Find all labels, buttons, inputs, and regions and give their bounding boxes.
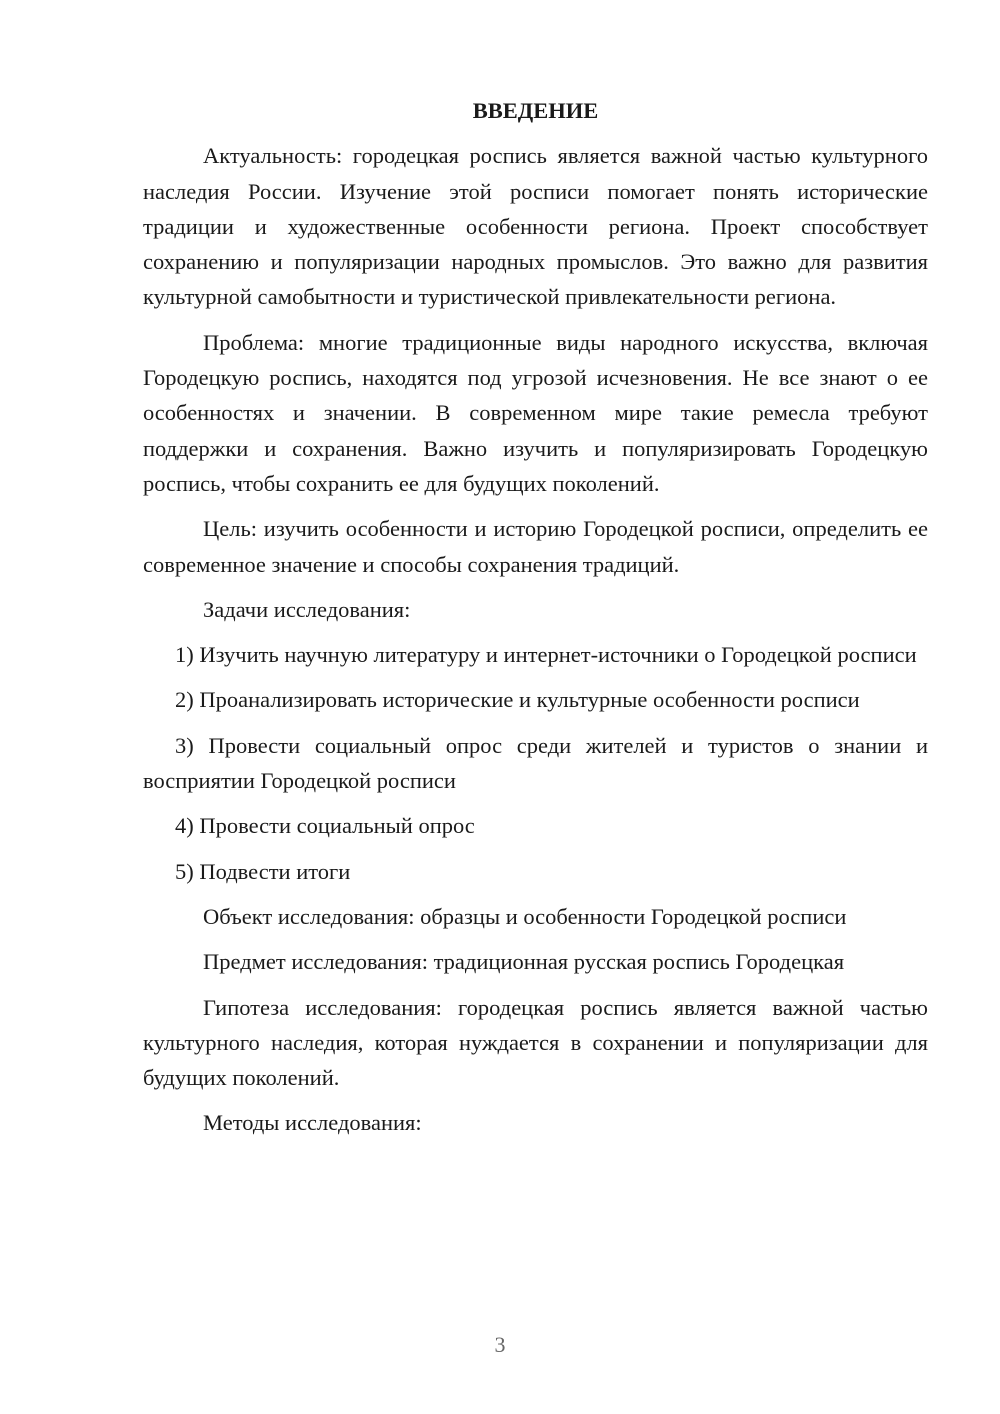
page-number: 3: [494, 1332, 506, 1357]
task-item: 2) Проанализировать исторические и культурные особенности росписи: [175, 687, 860, 713]
task-item: 1) Изучить научную литературу и интернет-источники о Городецкой росписи: [175, 642, 917, 668]
task-item: 4) Провести социальный опрос: [175, 813, 475, 839]
tasks-heading: Задачи исследования:: [203, 596, 411, 622]
goal-paragraph: Цель: изучить особенности и историю Городецкой росписи, определить ее современное значение и способы сохранения традиций.: [143, 516, 928, 577]
task-item: 3) Провести социальный опрос среди жителей и туристов о знании и восприятии Городецкой росписи: [143, 732, 928, 794]
problem-paragraph: Проблема: многие традиционные виды народного искусства, включая Городецкую роспись, находятся под угрозой исчезновения. Не все знают о ее особенностях и значении. В современном мире такие ремесла требуют поддержки и сохранения. Важно изучить и популяризировать Городецкую роспись, чтобы сохранить ее для будущих поколений.: [143, 329, 928, 496]
hypothesis-paragraph: Гипотеза исследования: городецкая роспись является важной частью культурного наследия, которая нуждается в сохранении и популяризации для будущих поколений.: [143, 994, 928, 1091]
research-subject: Предмет исследования: традиционная русская роспись Городецкая: [203, 949, 845, 975]
research-object: Объект исследования: образцы и особенности Городецкой росписи: [203, 903, 847, 929]
relevance-paragraph: Актуальность: городецкая роспись является важной частью культурного наследия России. Изучение этой росписи помогает понять исторические традиции и художественные особенности региона. Проект способствует сохранению и популяризации народных промыслов. Это важно для развития культурной самобытности и туристической привлекательности региона.: [143, 143, 928, 310]
methods-heading: Методы исследования:: [203, 1110, 422, 1136]
task-item: 5) Подвести итоги: [175, 858, 351, 884]
page-content: [143, 93, 928, 1141]
page-title: ВВЕДЕНИЕ: [472, 98, 599, 123]
